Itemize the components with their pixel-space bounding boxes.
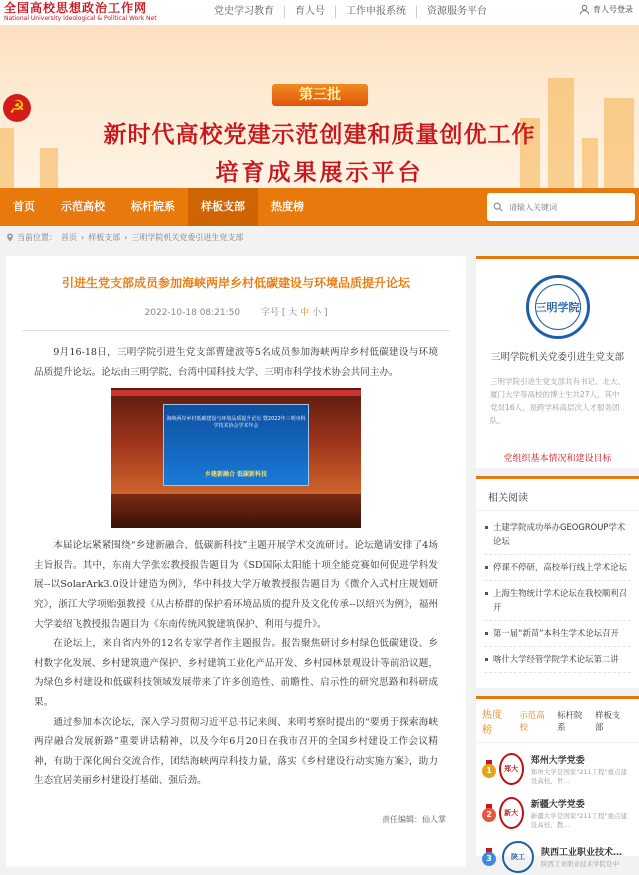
photo-caption-top: 海峡两岸乡村低碳建设与环境品质提升论坛 暨2022年三明市科学技术协会学术年会 <box>166 416 306 430</box>
location-icon <box>6 233 14 242</box>
login-label: 育人号登录 <box>593 5 633 14</box>
font-size-label: 字号 <box>261 308 280 318</box>
font-size-large[interactable]: 大 <box>288 308 298 318</box>
top-links <box>208 6 497 18</box>
hot-item[interactable] <box>476 787 639 831</box>
hot-item[interactable] <box>476 743 639 787</box>
related-item[interactable]: 上海生物统计学术论坛在我校顺利召开 <box>484 581 631 621</box>
hot-tabs <box>476 699 639 743</box>
photo-caption-bottom: 乡建新融合 低碳新科技 <box>204 471 268 479</box>
related-item[interactable]: 喀什大学经管学院学术论坛第二讲 <box>484 647 631 673</box>
nav-item-model-branches[interactable]: 样板支部 <box>188 188 258 226</box>
nav-item-model-universities[interactable]: 示范高校 <box>61 200 105 213</box>
site-logo-cn: 全国高校思想政治工作网 <box>4 1 148 15</box>
hero-banner <box>0 26 639 188</box>
article-title: 引进生党支部成员参加海峡两岸乡村低碳建设与环境品质提升论坛 <box>61 276 410 290</box>
hot-item-name: 陕西工业职业技术… <box>541 848 623 858</box>
breadcrumb-model-branches[interactable]: 样板支部 <box>88 232 121 242</box>
related-item[interactable]: 第一届“新苗”本科生学术论坛召开 <box>484 621 631 647</box>
school-logo[interactable] <box>526 275 590 339</box>
breadcrumb: 当前位置： 首页 › 样板支部 › 三明学院机关党委引进生党支部 <box>0 226 639 248</box>
site-logo-en: National University Ideological & Political Work Net <box>4 15 157 22</box>
hot-ranking <box>476 696 639 868</box>
breadcrumb-label: 当前位置： <box>17 232 57 242</box>
article-paragraph-4: 通过参加本次论坛，深入学习贯彻习近平总书记来闽、来明考察时提出的“要勇于探索海峡两岸融合发展新路”重要讲话精神，以及今年6月20日在我市召开的全国乡村建设工作会议精神，有助于深化闽台交流合作，团结海峡两岸科技力量，落实《乡村建设行动实施方案》，助力生态宜居美丽乡村建设打基础、强后劲。 <box>34 716 438 787</box>
nav-item-popularity[interactable]: 热度榜 <box>271 200 304 213</box>
top-link-party-history[interactable]: 党史学习教育 <box>214 6 274 17</box>
university-logo: 新大 <box>499 797 524 829</box>
medal-icon: 3 <box>482 848 496 866</box>
hot-item-desc: 陕西工业职业技术学院是中 <box>541 860 619 868</box>
top-link-resource-platform[interactable]: 资源服务平台 <box>416 6 497 18</box>
forum-photo <box>111 388 361 528</box>
school-description: 三明学院引进生党支部共有书记、北大、厦门大学等高校的博士生共27人，其中党员16人，是跨学科高层次人才服务团队。 <box>490 377 625 425</box>
university-logo: 陕工 <box>502 841 534 873</box>
top-link-yurenhao[interactable]: 育人号 <box>284 6 335 18</box>
related-item[interactable]: 停课不停研，高校举行线上学术论坛 <box>484 555 631 581</box>
nav-item-benchmark-departments[interactable]: 标杆院系 <box>131 200 175 213</box>
school-info-link[interactable]: 党组织基本情况和建设目标 <box>503 454 612 464</box>
related-title: 相关阅读 <box>476 479 639 511</box>
breadcrumb-home[interactable]: 首页 <box>61 232 77 242</box>
nav-item-home[interactable]: 首页 <box>13 200 35 213</box>
tab-model-branches[interactable]: 样板支部 <box>595 710 621 732</box>
top-bar <box>0 0 639 26</box>
related-item[interactable]: 土建学院成功举办GEOGROUP学术论坛 <box>484 515 631 555</box>
font-size-bracket-close: ] <box>323 308 328 318</box>
font-size-bracket-open: [ <box>281 308 286 318</box>
hot-item-name: 郑州大学党委 <box>530 755 585 766</box>
medal-icon: 1 <box>482 760 493 778</box>
banner-title-line1: 新时代高校党建示范创建和质量创优工作 <box>103 121 536 148</box>
medal-icon: 2 <box>482 804 493 822</box>
sidebar <box>476 256 639 868</box>
school-logo-text: 三明学院 <box>535 284 581 330</box>
tab-model-universities[interactable]: 示范高校 <box>519 710 545 732</box>
user-icon <box>579 4 590 15</box>
batch-badge: 第三批 <box>272 84 368 106</box>
search-box <box>487 193 635 221</box>
article-paragraph-1: 9月16-18日，三明学院引进生党支部曹建波等5名成员参加海峡两岸乡村低碳建设与环境品质提升论坛。论坛由三明学院、台湾中国科技大学、三明市科学技术协会共同主办。 <box>34 347 438 378</box>
main-nav <box>0 188 639 226</box>
article-meta <box>6 305 466 318</box>
font-size-small[interactable]: 小 <box>312 308 322 318</box>
party-emblem-icon: ☭ <box>3 94 31 122</box>
tab-benchmark-departments[interactable]: 标杆院系 <box>557 710 583 732</box>
article-paragraph-2: 本届论坛紧紧围绕“乡建新融合、低碳新科技”主题开展学术交流研讨。论坛邀请安排了4场主旨报告。其中，东南大学张宏教授报告题目为《SD国际太阳能十项全能竞赛如何促进学科发展--以SolarArk3.0设计建造为例》，华中科技大学万敏教授报告题目为《微介入式村庄规划研究》，浙江大学项贻强教授《从古桥群的保护看环境品质的提升及文化传承--以绍兴为例》，福州大学姜绍飞教授报告题目为《东南传统风貌建筑保护、利用与提升》。 <box>34 540 438 630</box>
hot-title: 热度榜 <box>482 710 502 736</box>
related-reading <box>476 476 639 688</box>
login-link[interactable] <box>579 4 633 15</box>
search-icon[interactable] <box>493 202 503 212</box>
hot-item-desc: 新疆大学是国家"211工程"重点建设高校、教… <box>530 811 628 829</box>
hot-item-desc: 郑州大学是国家"211工程"重点建设高校、世… <box>530 767 628 785</box>
search-input[interactable] <box>509 203 619 212</box>
school-card <box>476 256 639 468</box>
school-name: 三明学院机关党委引进生党支部 <box>490 352 624 363</box>
breadcrumb-current[interactable]: 三明学院机关党委引进生党支部 <box>131 232 244 242</box>
forum-screen <box>163 404 309 486</box>
university-logo: 郑大 <box>499 753 524 785</box>
article-panel <box>6 256 466 867</box>
top-link-declaration-system[interactable]: 工作申报系统 <box>335 6 416 18</box>
font-size-medium[interactable]: 中 <box>300 308 310 318</box>
article-editor: 责任编辑：仙人掌 <box>382 815 446 824</box>
article-paragraph-3: 在论坛上，来自省内外的12名专家学者作主题报告。报告聚焦研讨乡村绿色低碳建设、乡村数字化发展、乡村建筑遗产保护、乡村建筑工业化产品开发、乡村园林景观设计等前沿议题，为绿色乡村建设和低碳科技领域发展带来了许多创造性、前瞻性、启示性的研究思路和科研成果。 <box>34 638 438 708</box>
site-logo[interactable] <box>4 2 194 23</box>
article-date: 2022-10-18 08:21:50 <box>144 308 241 318</box>
hot-item[interactable] <box>476 831 639 875</box>
hot-item-name: 新疆大学党委 <box>530 799 585 810</box>
banner-title-line2: 培育成果展示平台 <box>215 159 424 186</box>
